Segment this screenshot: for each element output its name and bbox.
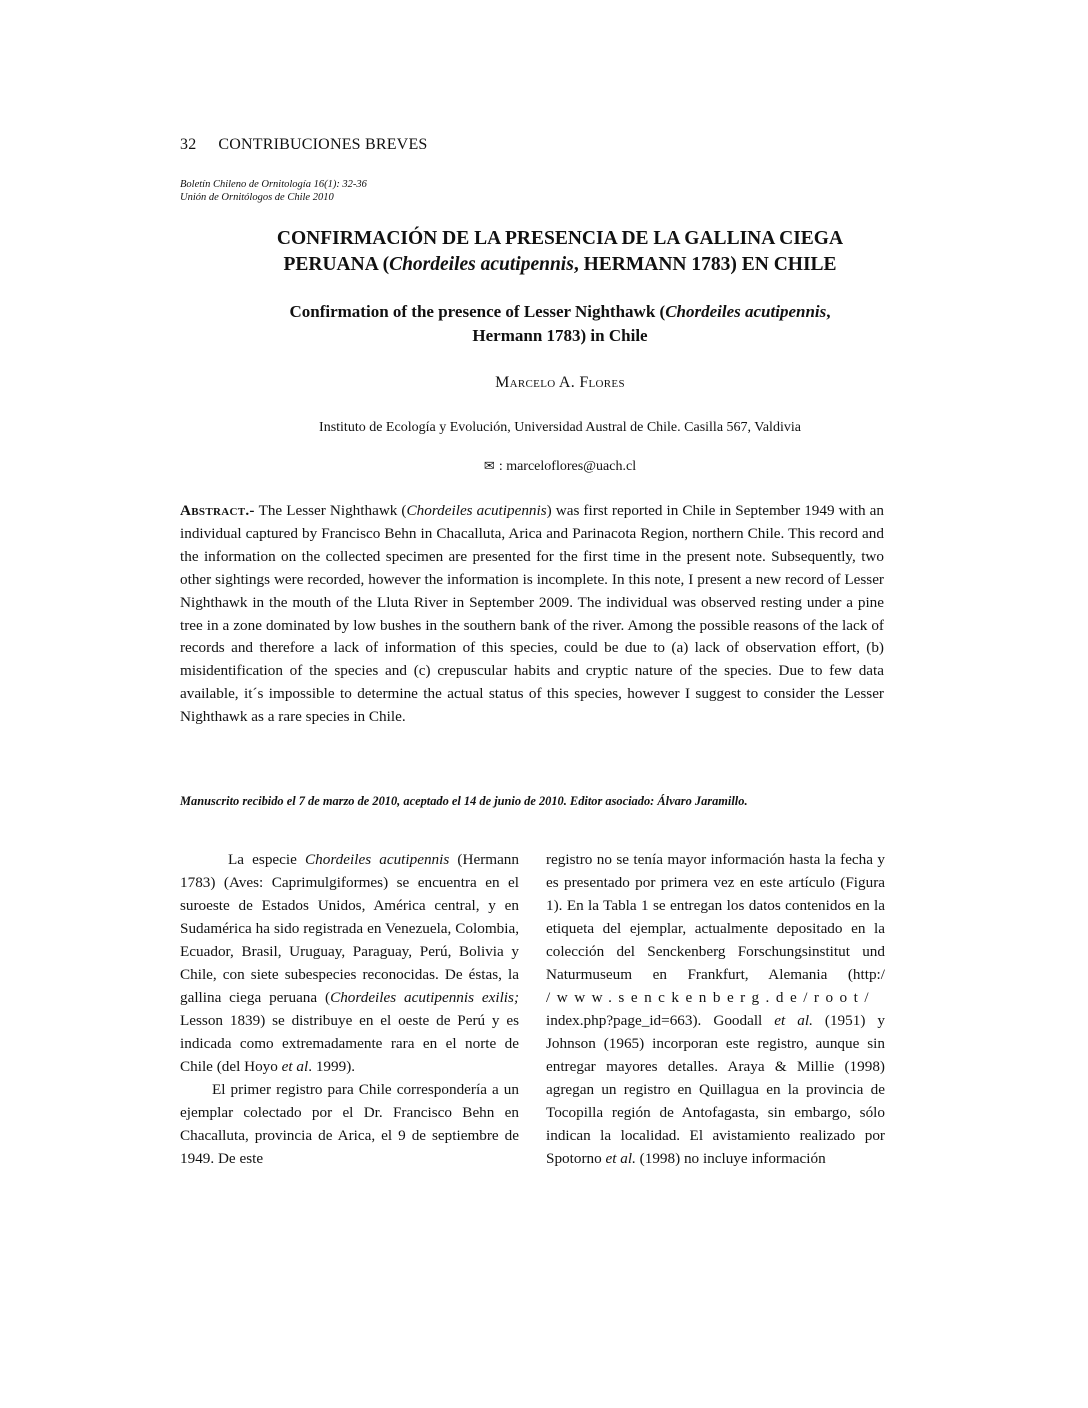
url-link[interactable]: /www.senckenberg.de/root/ [546,989,876,1006]
title-english [180,300,940,348]
body-column-right [546,848,885,1170]
body-column-left [180,848,519,1170]
running-head [180,136,428,154]
affiliation: Instituto de Ecología y Evolución, Universidad Austral de Chile. Casilla 567, Valdivia [319,420,801,435]
body-text: (1998) no incluye información [635,1150,826,1167]
envelope-icon: ✉ [483,459,495,474]
species-name: Chordeiles acutipennis exilis; [330,989,519,1006]
et-al: et al [281,1058,309,1075]
species-name: Chordeiles acutipennis [406,502,547,519]
body-text: La especie [228,851,306,868]
title-text: Confirmation of the presence of Lesser Nighthawk ( [289,302,666,321]
body-text: Lesson 1839) se distribuye en el oeste de Perú y es indicada como extremadamente rara en el norte de Chile (del Hoyo [180,1012,519,1075]
title-english-line-2: Hermann 1783) in Chile [472,326,648,345]
title-text: PERUANA ( [283,254,390,275]
email-address[interactable]: : marceloflores@uach.cl [498,459,637,474]
paragraph: El primer registro para Chile correspondería a un ejemplar colectado por el Dr. Francisco Behn en Chacalluta, provincia de Arica, el 9 de septiembre de 1949. De este [180,1081,519,1167]
journal-citation [180,178,367,204]
title-spanish-line-1: CONFIRMACIÓN DE LA PRESENCIA DE LA GALLINA CIEGA [276,228,844,249]
species-name: Chordeiles acutipennis [665,302,827,321]
et-al: et al. [774,1012,813,1029]
journal-line-2: Unión de Ornitólogos de Chile 2010 [180,192,334,203]
title-english-line-1 [180,300,940,324]
abstract-text: ) was first reported in Chile in September 1949 with an individual captured by Francisco Behn in Chacalluta, Arica and Parinacota Region, northern Chile. This record and the information on the collected specimen are presented for the first time in the present note. Subsequently, two other sightings were recorded, however the information is incomplete. In this note, I present a new record of Lesser Nighthawk in the mouth of the Lluta River in September 2009. The individual was observed resting under a pine tree in a zone dominated by low bushes in the southern bank of the river. Among the possible reasons of the lack of records and therefore a lack of information of this species, could be due to (a) lack of observation effort, (b) misidentification of the species and (c) crepuscular habits and cryptic nature of the species. Due to few data available, it´s impossible to determine the actual status of this species, however I suggest to consider the Lesser Nighthawk as a rare species in Chile. [180,502,885,726]
body-text: . 1999). [308,1058,356,1075]
manuscript-note: Manuscrito recibido el 7 de marzo de 2010, aceptado el 14 de junio de 2010. Editor asociado: Álvaro Jaramillo. [180,794,748,808]
et-al: et al. [605,1150,636,1167]
body-text: registro no se tenía mayor información hasta la fecha y es presentado por primera vez en este artículo (Figura 1). En la Tabla 1 se entregan los datos contenidos en la etiqueta del ejemplar, actualmente depositado en la colección del Senckenberg Forschungsinstitut und Naturmuseum en Frankfurt, Alemania (http:/ [546,851,885,983]
body-text: index.php?page_id=663). Goodall [546,1012,775,1029]
body-text: (1951) y Johnson (1965) incorporan este registro, aunque sin entregar mayores detalles. Araya & Millie (1998) agregan un registro en Quillagua en la provincia de Tocopilla región de Antofagasta, sin embargo, sólo indican la localidad. El avistamiento realizado por Spotorno [546,1012,885,1167]
body-text: (Hermann 1783) (Aves: Caprimulgiformes) se encuentra en el suroeste de Estados Unidos, América central, y en Sudamérica ha sido registrada en Venezuela, Colombia, Ecuador, Brasil, Uruguay, Paraguay, Perú, Bolivia y Chile, con siete subespecies reconocidas. De éstas, la gallina ciega peruana ( [180,851,519,1006]
species-name: Chordeiles acutipennis [389,254,574,275]
paragraph [180,848,519,1078]
journal-line-1: Boletín Chileno de Ornitología 16(1): 32-36 [180,179,367,190]
species-name: Chordeiles acutipennis [305,851,450,868]
title-spanish [180,226,940,278]
author-name: Marcelo A. Flores [495,374,625,391]
title-spanish-line-2 [180,252,940,278]
title-text: , HERMANN 1783) EN CHILE [573,254,837,275]
title-text: , [826,302,831,321]
section-title: CONTRIBUCIONES BREVES [218,136,428,153]
email-line [180,459,940,475]
page-number: 32 [180,136,197,153]
paragraph [546,848,885,1170]
abstract [180,500,884,729]
abstract-text: The Lesser Nighthawk ( [254,502,407,519]
abstract-label: Abstract.- [180,502,255,519]
